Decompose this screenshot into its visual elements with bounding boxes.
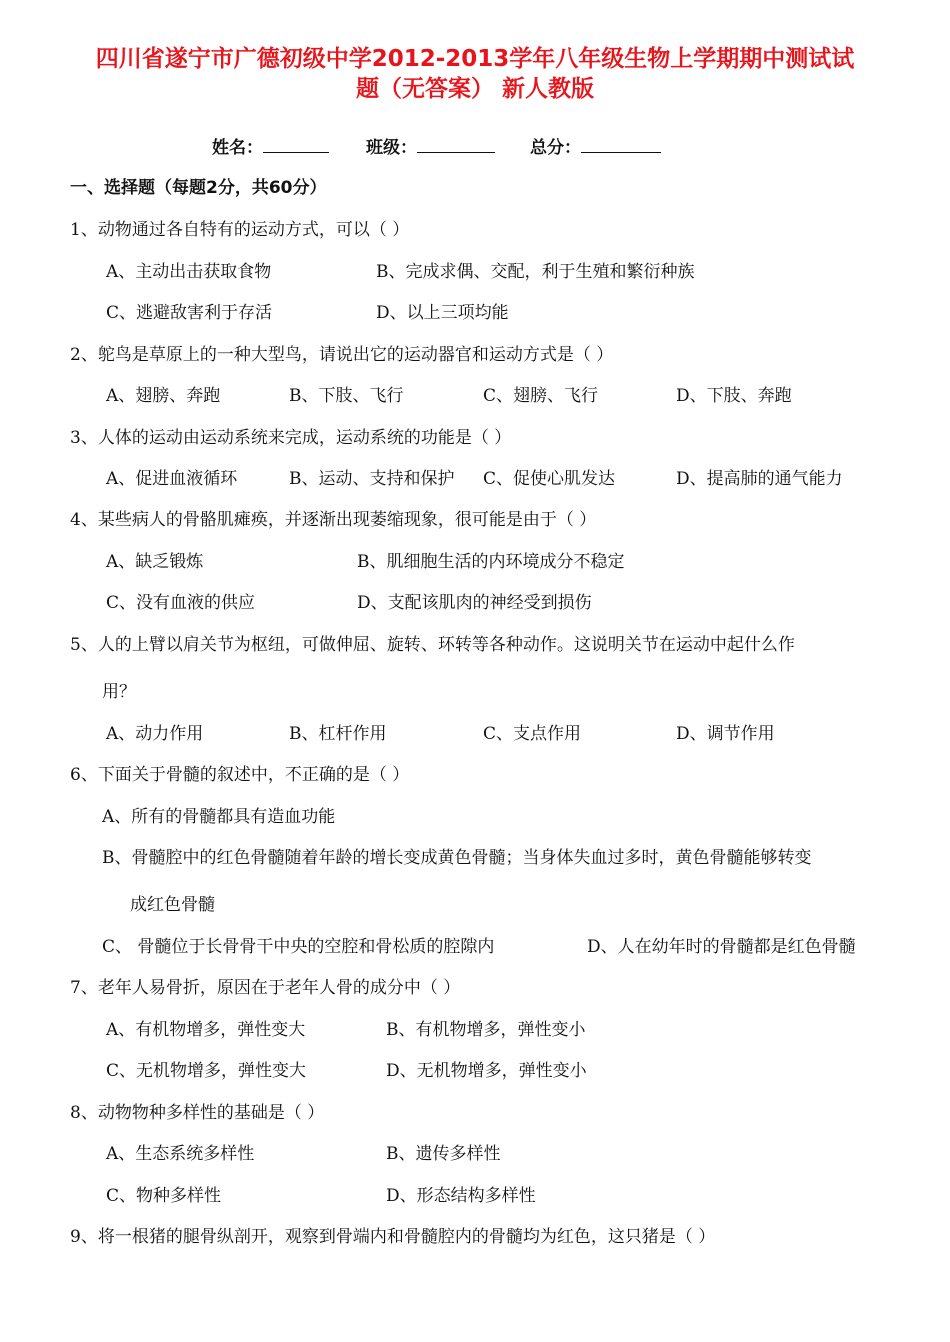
class-blank[interactable] (417, 134, 495, 153)
option-d: D、提高肺的通气能力 (676, 469, 843, 489)
option-b: B、运动、支持和保护 (289, 469, 455, 489)
option-a: A、动力作用 (106, 724, 204, 744)
option-c: C、物种多样性 (106, 1186, 222, 1206)
question-stem: 8、动物物种多样性的基础是（ ） (70, 1103, 325, 1123)
option-a: A、缺乏锻炼 (106, 552, 204, 572)
option-b-continued: 成红色骨髓 (130, 895, 215, 915)
class-field (366, 134, 495, 160)
document-title (0, 44, 950, 104)
option-d: D、下肢、奔跑 (676, 386, 792, 406)
option-c: C、支点作用 (483, 724, 582, 744)
question-stem: 6、下面关于骨髓的叙述中，不正确的是（ ） (70, 765, 410, 785)
option-b: B、肌细胞生活的内环境成分不稳定 (357, 552, 625, 572)
option-b: B、遗传多样性 (386, 1144, 501, 1164)
option-d: D、形态结构多样性 (386, 1186, 536, 1206)
option-a: A、促进血液循环 (106, 469, 238, 489)
option-d: D、以上三项均能 (376, 303, 509, 323)
option-c: C、没有血液的供应 (106, 593, 256, 613)
option-d: D、调节作用 (676, 724, 775, 744)
question-stem: 2、鸵鸟是草原上的一种大型鸟，请说出它的运动器官和运动方式是（ ） (70, 345, 614, 365)
option-a: A、主动出击获取食物 (106, 262, 272, 282)
option-c: C、逃避敌害利于存活 (106, 303, 273, 323)
option-d: D、无机物增多，弹性变小 (386, 1061, 587, 1081)
option-c: C、翅膀、飞行 (483, 386, 599, 406)
option-b: B、完成求偶、交配，利于生殖和繁衍种族 (376, 262, 695, 282)
option-b: B、下肢、飞行 (289, 386, 404, 406)
question-stem-continued: 用？ (102, 682, 136, 702)
option-c: C、 骨髓位于长骨骨干中央的空腔和骨松质的腔隙内 (102, 937, 495, 957)
option-b: B、杠杆作用 (289, 724, 387, 744)
score-label: 总分： (530, 138, 581, 158)
question-stem: 4、某些病人的骨骼肌瘫痪，并逐渐出现萎缩现象，很可能是由于（ ） (70, 510, 597, 530)
option-a: A、所有的骨髓都具有造血功能 (102, 807, 336, 827)
option-b: B、骨髓腔中的红色骨髓随着年龄的增长变成黄色骨髓；当身体失血过多时，黄色骨髓能够转变 (102, 848, 812, 868)
option-c: C、促使心肌发达 (483, 469, 616, 489)
question-stem: 5、人的上臂以肩关节为枢纽，可做伸屈、旋转、环转等各种动作。这说明关节在运动中起什么作 (70, 635, 795, 655)
name-field (212, 134, 329, 160)
option-c: C、无机物增多，弹性变大 (106, 1061, 307, 1081)
question-stem: 3、人体的运动由运动系统来完成，运动系统的功能是（ ） (70, 428, 512, 448)
option-b: B、有机物增多，弹性变小 (386, 1020, 586, 1040)
score-field (530, 134, 661, 160)
name-label: 姓名： (212, 138, 263, 158)
name-blank[interactable] (263, 134, 329, 153)
option-d: D、支配该肌肉的神经受到损伤 (357, 593, 592, 613)
option-a: A、生态系统多样性 (106, 1144, 255, 1164)
score-blank[interactable] (581, 134, 661, 153)
title-line-2: 题（无答案） 新人教版 (355, 76, 594, 102)
option-a: A、翅膀、奔跑 (106, 386, 221, 406)
question-stem: 9、将一根猪的腿骨纵剖开，观察到骨端内和骨髓腔内的骨髓均为红色，这只猪是（ ） (70, 1227, 716, 1247)
section-heading: 一、选择题（每题2分，共60分） (70, 178, 327, 198)
class-label: 班级： (366, 138, 417, 158)
question-stem: 7、老年人易骨折，原因在于老年人骨的成分中（ ） (70, 978, 461, 998)
option-a: A、有机物增多，弹性变大 (106, 1020, 306, 1040)
title-line-1: 四川省遂宁市广德初级中学2012-2013学年八年级生物上学期期中测试试 (95, 46, 855, 72)
question-stem: 1、动物通过各自特有的运动方式，可以（ ） (70, 220, 410, 240)
option-d: D、人在幼年时的骨髓都是红色骨髓 (587, 937, 856, 957)
